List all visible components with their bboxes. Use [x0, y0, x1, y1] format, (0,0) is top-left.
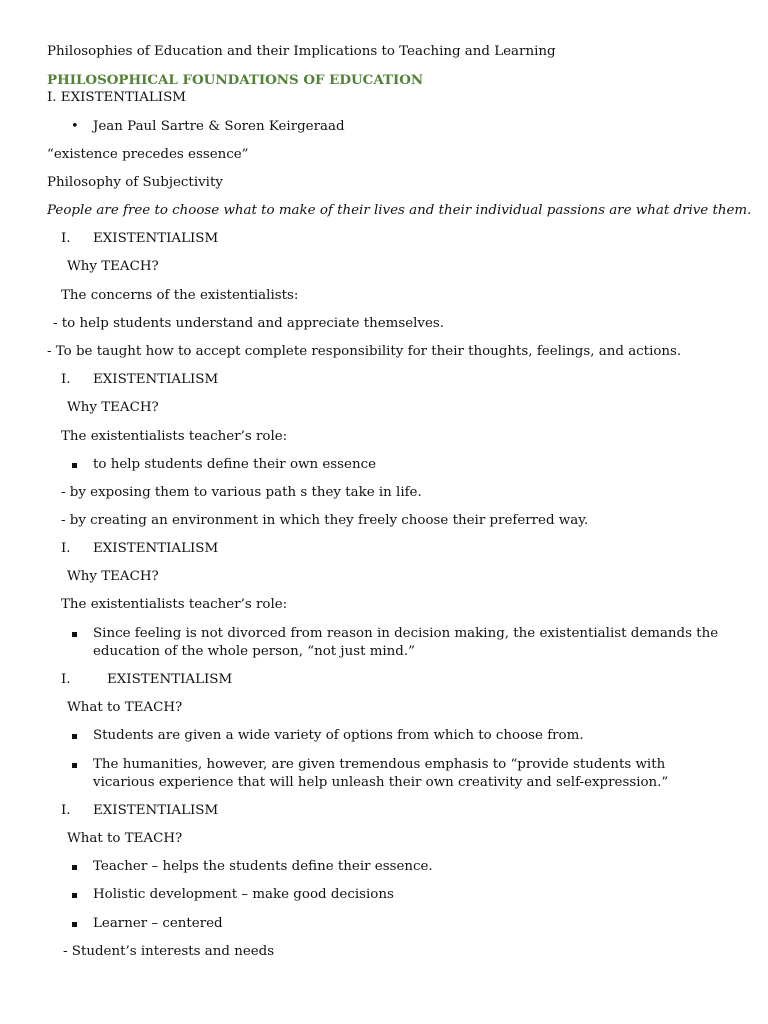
what-bullet-item: Students are given a wide variety of options from which to choose from. [93, 728, 584, 743]
subjectivity-label: Philosophy of Subjectivity [47, 175, 223, 190]
existentialism-heading: EXISTENTIALISM [93, 372, 219, 387]
existentialism-heading: EXISTENTIALISM [107, 672, 233, 687]
bullet-square-icon [72, 625, 77, 643]
bullet-square-icon [72, 727, 77, 745]
existentialism-heading: EXISTENTIALISM [93, 231, 219, 246]
roman-numeral: I. [61, 231, 71, 246]
bullet-disc-icon: • [71, 119, 79, 134]
roman-numeral: I. [61, 372, 71, 387]
bullet-square-icon [72, 456, 77, 474]
final-bullet-item: Teacher – helps the students define their essence. [93, 859, 433, 874]
teacher-role-label: The existentialists teacher’s role: [61, 429, 288, 444]
role-bullet-item: Since feeling is not divorced from reason in decision making, the existentialist demands the education of the whole person, “not just mind.” [93, 626, 719, 659]
roman-numeral: I. [61, 541, 71, 556]
concern-item: - to help students understand and appreciate themselves. [53, 316, 445, 331]
final-bullet-item: Holistic development – make good decisions [93, 887, 394, 902]
bullet-square-icon [72, 756, 77, 774]
quote: “existence precedes essence” [47, 147, 249, 162]
why-teach-label: Why TEACH? [67, 400, 159, 415]
why-teach-label: Why TEACH? [67, 259, 159, 274]
role-bullet-item: to help students define their own essence [93, 457, 377, 472]
what-bullet-item: The humanities, however, are given tremendous emphasis to “provide students with vicarious experience that will help unleash their own creativity and self-expression.” [93, 757, 669, 790]
role-dash-item: - by exposing them to various path s they take in life. [61, 485, 422, 500]
proponents-item: Jean Paul Sartre & Soren Keirgeraad [93, 119, 345, 134]
what-to-teach-label: What to TEACH? [67, 831, 183, 846]
teacher-role-label: The existentialists teacher’s role: [61, 597, 288, 612]
roman-numeral: I. [61, 803, 71, 818]
existentialism-heading: EXISTENTIALISM [93, 541, 219, 556]
final-dash-item: - Student’s interests and needs [63, 944, 275, 959]
italic-statement: People are free to choose what to make of their lives and their individual passions are what drive them. [47, 203, 752, 218]
roman-numeral: I. [61, 672, 71, 687]
bullet-square-icon [72, 858, 77, 876]
section-title: I. EXISTENTIALISM [47, 90, 186, 105]
concern-item: - To be taught how to accept complete responsibility for their thoughts, feelings, and actions. [47, 344, 682, 359]
what-to-teach-label: What to TEACH? [67, 700, 183, 715]
why-teach-label: Why TEACH? [67, 569, 159, 584]
final-bullet-item: Learner – centered [93, 916, 223, 931]
concerns-label: The concerns of the existentialists: [61, 288, 299, 303]
existentialism-heading: EXISTENTIALISM [93, 803, 219, 818]
bullet-square-icon [72, 915, 77, 933]
role-dash-item: - by creating an environment in which they freely choose their preferred way. [61, 513, 589, 528]
section-heading: PHILOSOPHICAL FOUNDATIONS OF EDUCATION [47, 72, 424, 88]
bullet-square-icon [72, 886, 77, 904]
document-title: Philosophies of Education and their Implications to Teaching and Learning [47, 44, 556, 59]
